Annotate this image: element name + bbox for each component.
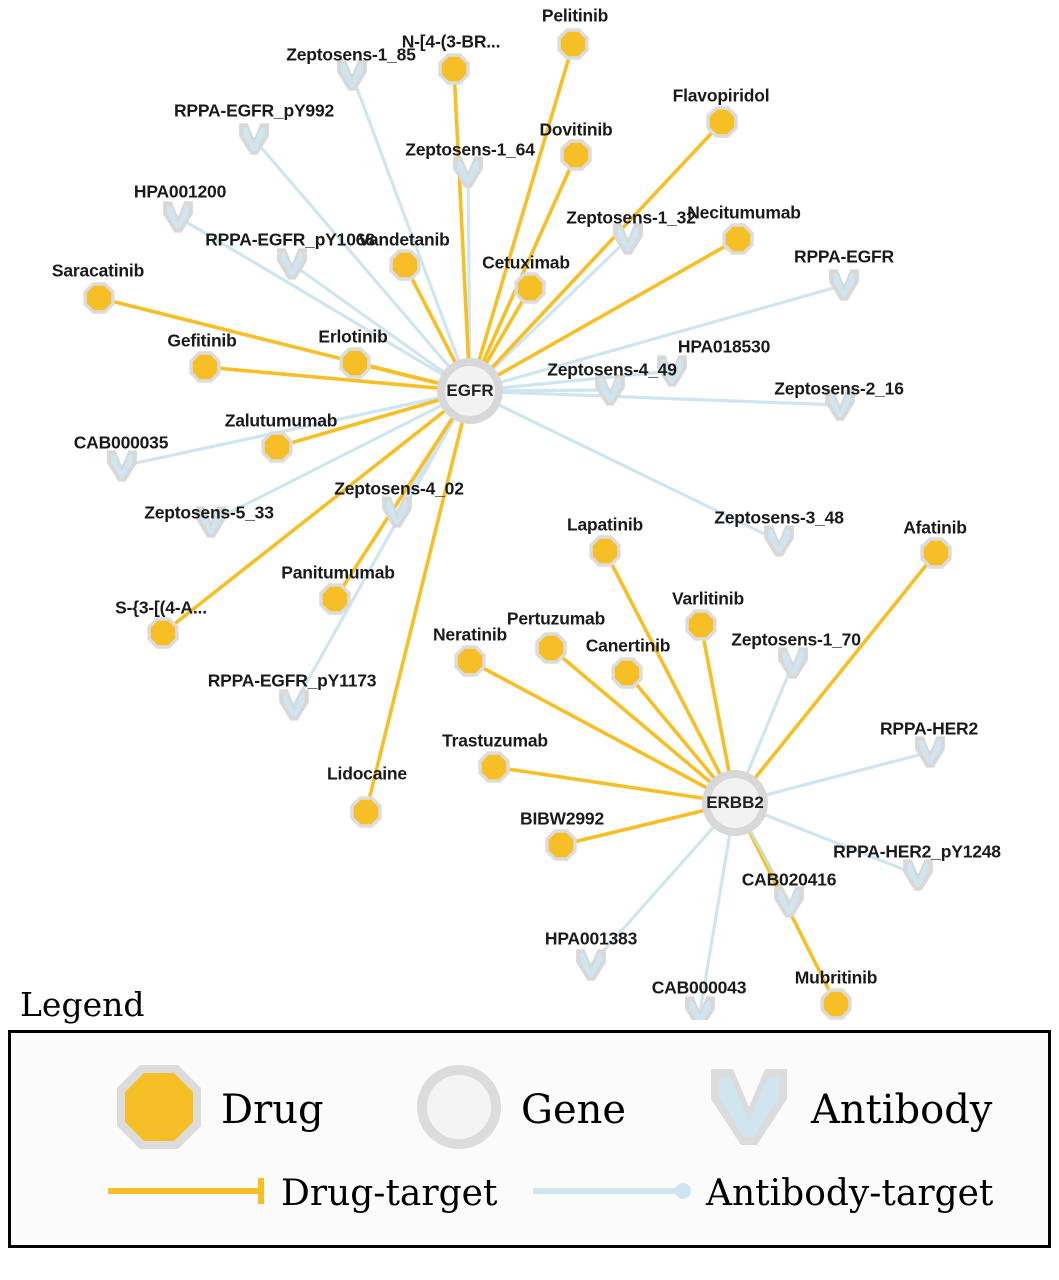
legend <box>0 985 1059 1248</box>
antibody-chevron-icon[interactable] <box>576 949 606 980</box>
antibody-label: Zeptosens-1_32 <box>566 207 696 228</box>
drug-node[interactable] <box>722 223 753 254</box>
drug-node[interactable] <box>389 249 420 280</box>
drug-label: Trastuzumab <box>442 730 548 751</box>
drug-label: Canertinib <box>585 635 671 656</box>
antibody-label: HPA001200 <box>133 181 227 202</box>
antibody-label: Zeptosens-1_85 <box>286 44 416 65</box>
drug-label: N-[4-(3-BR... <box>401 31 501 52</box>
drug-label: Afatinib <box>903 517 967 538</box>
drug-label: Zalutumumab <box>224 410 338 431</box>
legend-item-drug <box>111 1059 324 1160</box>
drug-label: Neratinib <box>432 624 508 645</box>
antibody-label: RPPA-EGFR_pY1068 <box>205 229 375 250</box>
antibody-chevron-icon[interactable] <box>764 525 794 556</box>
edge <box>470 44 573 391</box>
legend-box <box>8 1030 1051 1248</box>
edge <box>205 367 470 391</box>
drug-label: Dovitinib <box>539 119 613 140</box>
legend-label-drug: Drug <box>221 1086 324 1133</box>
edge <box>735 553 936 803</box>
drug-node[interactable] <box>339 347 370 378</box>
drug-label: Lidocaine <box>327 763 407 784</box>
antibody-label: Zeptosens-4_49 <box>547 359 677 380</box>
legend-label-gene: Gene <box>521 1086 627 1133</box>
antibody-label: CAB000043 <box>651 977 747 998</box>
drug-node[interactable] <box>478 751 509 782</box>
drug-octagon-icon <box>111 1059 207 1160</box>
drug-node[interactable] <box>611 657 642 688</box>
drug-node[interactable] <box>545 829 576 860</box>
legend-item-antibody <box>701 1059 992 1160</box>
antibody-chevron-icon[interactable] <box>163 201 193 232</box>
legend-item-gene <box>411 1059 626 1160</box>
drug-label: Gefitinib <box>167 330 237 351</box>
legend-title: Legend <box>20 985 145 1024</box>
gene-circle-icon <box>411 1059 507 1160</box>
antibody-target-line-icon <box>531 1171 696 1216</box>
drug-label: S-{3-[(4-A... <box>115 597 207 618</box>
antibody-chevron-icon[interactable] <box>778 647 808 678</box>
antibody-label: Zeptosens-1_64 <box>405 139 535 160</box>
drug-node[interactable] <box>261 431 292 462</box>
drug-node[interactable] <box>514 272 545 303</box>
drug-node[interactable] <box>557 28 588 59</box>
gene-label: ERBB2 <box>706 793 764 812</box>
antibody-label: RPPA-EGFR_pY992 <box>173 100 335 121</box>
antibody-label: RPPA-EGFR <box>794 246 894 267</box>
drug-node[interactable] <box>454 645 485 676</box>
antibody-label: Zeptosens-4_02 <box>334 478 464 499</box>
drug-label: Saracatinib <box>51 260 145 281</box>
drug-node[interactable] <box>438 53 469 84</box>
drug-node[interactable] <box>685 609 716 640</box>
drug-label: Vandetanib <box>358 229 450 250</box>
legend-label-antibody: Antibody <box>811 1086 993 1133</box>
antibody-label: HPA018530 <box>677 336 771 357</box>
drug-label: Erlotinib <box>318 326 388 347</box>
legend-edge-row <box>11 1171 1048 1231</box>
antibody-chevron-icon[interactable] <box>279 689 309 720</box>
antibody-label: Zeptosens-3_48 <box>714 507 844 528</box>
antibody-chevron-icon[interactable] <box>774 886 804 917</box>
edge <box>294 391 470 705</box>
drug-node[interactable] <box>535 632 566 663</box>
drug-label: Varlitinib <box>672 588 744 609</box>
antibody-label: CAB000035 <box>73 432 169 453</box>
drug-label: Pertuzumab <box>506 608 606 629</box>
antibody-label: RPPA-EGFR_pY1173 <box>207 670 377 691</box>
antibody-label: Zeptosens-5_33 <box>144 502 274 523</box>
antibody-label: Zeptosens-2_16 <box>774 378 904 399</box>
drug-node[interactable] <box>189 351 220 382</box>
antibody-chevron-icon[interactable] <box>107 450 137 481</box>
antibody-label: HPA001383 <box>544 928 638 949</box>
antibody-chevron-icon[interactable] <box>453 156 483 187</box>
antibody-label: Zeptosens-1_70 <box>731 629 861 650</box>
legend-node-row <box>11 1051 1048 1156</box>
antibody-chevron-icon[interactable] <box>903 859 933 890</box>
antibody-chevron-icon <box>701 1059 797 1160</box>
antibody-label: RPPA-HER2_pY1248 <box>833 841 1001 862</box>
drug-node[interactable] <box>350 796 381 827</box>
drug-label: Pelitinib <box>541 5 609 26</box>
drug-label: Mubritinib <box>794 967 878 988</box>
drug-label: Lapatinib <box>567 514 643 535</box>
antibody-label: CAB020416 <box>741 869 837 890</box>
antibody-chevron-icon[interactable] <box>829 269 859 300</box>
drug-label: BIBW2992 <box>520 808 604 829</box>
drug-node[interactable] <box>920 537 951 568</box>
drug-node[interactable] <box>706 106 737 137</box>
legend-label-antibody-target: Antibody-target <box>706 1173 994 1214</box>
drug-node[interactable] <box>319 583 350 614</box>
legend-item-antibody-target <box>531 1171 993 1216</box>
drug-label: Flavopiridol <box>672 85 770 106</box>
gene-label: EGFR <box>446 381 494 400</box>
antibody-label: RPPA-HER2 <box>879 718 979 739</box>
drug-node[interactable] <box>589 535 620 566</box>
drug-node[interactable] <box>560 139 591 170</box>
drug-label: Necitumumab <box>687 202 801 223</box>
legend-label-drug-target: Drug-target <box>281 1173 498 1214</box>
drug-node[interactable] <box>83 282 114 313</box>
drug-label: Cetuximab <box>482 252 570 273</box>
drug-target-line-icon <box>106 1171 271 1216</box>
drug-node[interactable] <box>147 617 178 648</box>
legend-item-drug-target <box>106 1171 497 1216</box>
antibody-chevron-icon[interactable] <box>277 248 307 279</box>
antibody-chevron-icon[interactable] <box>915 736 945 767</box>
drug-label: Panitumumab <box>281 562 395 583</box>
